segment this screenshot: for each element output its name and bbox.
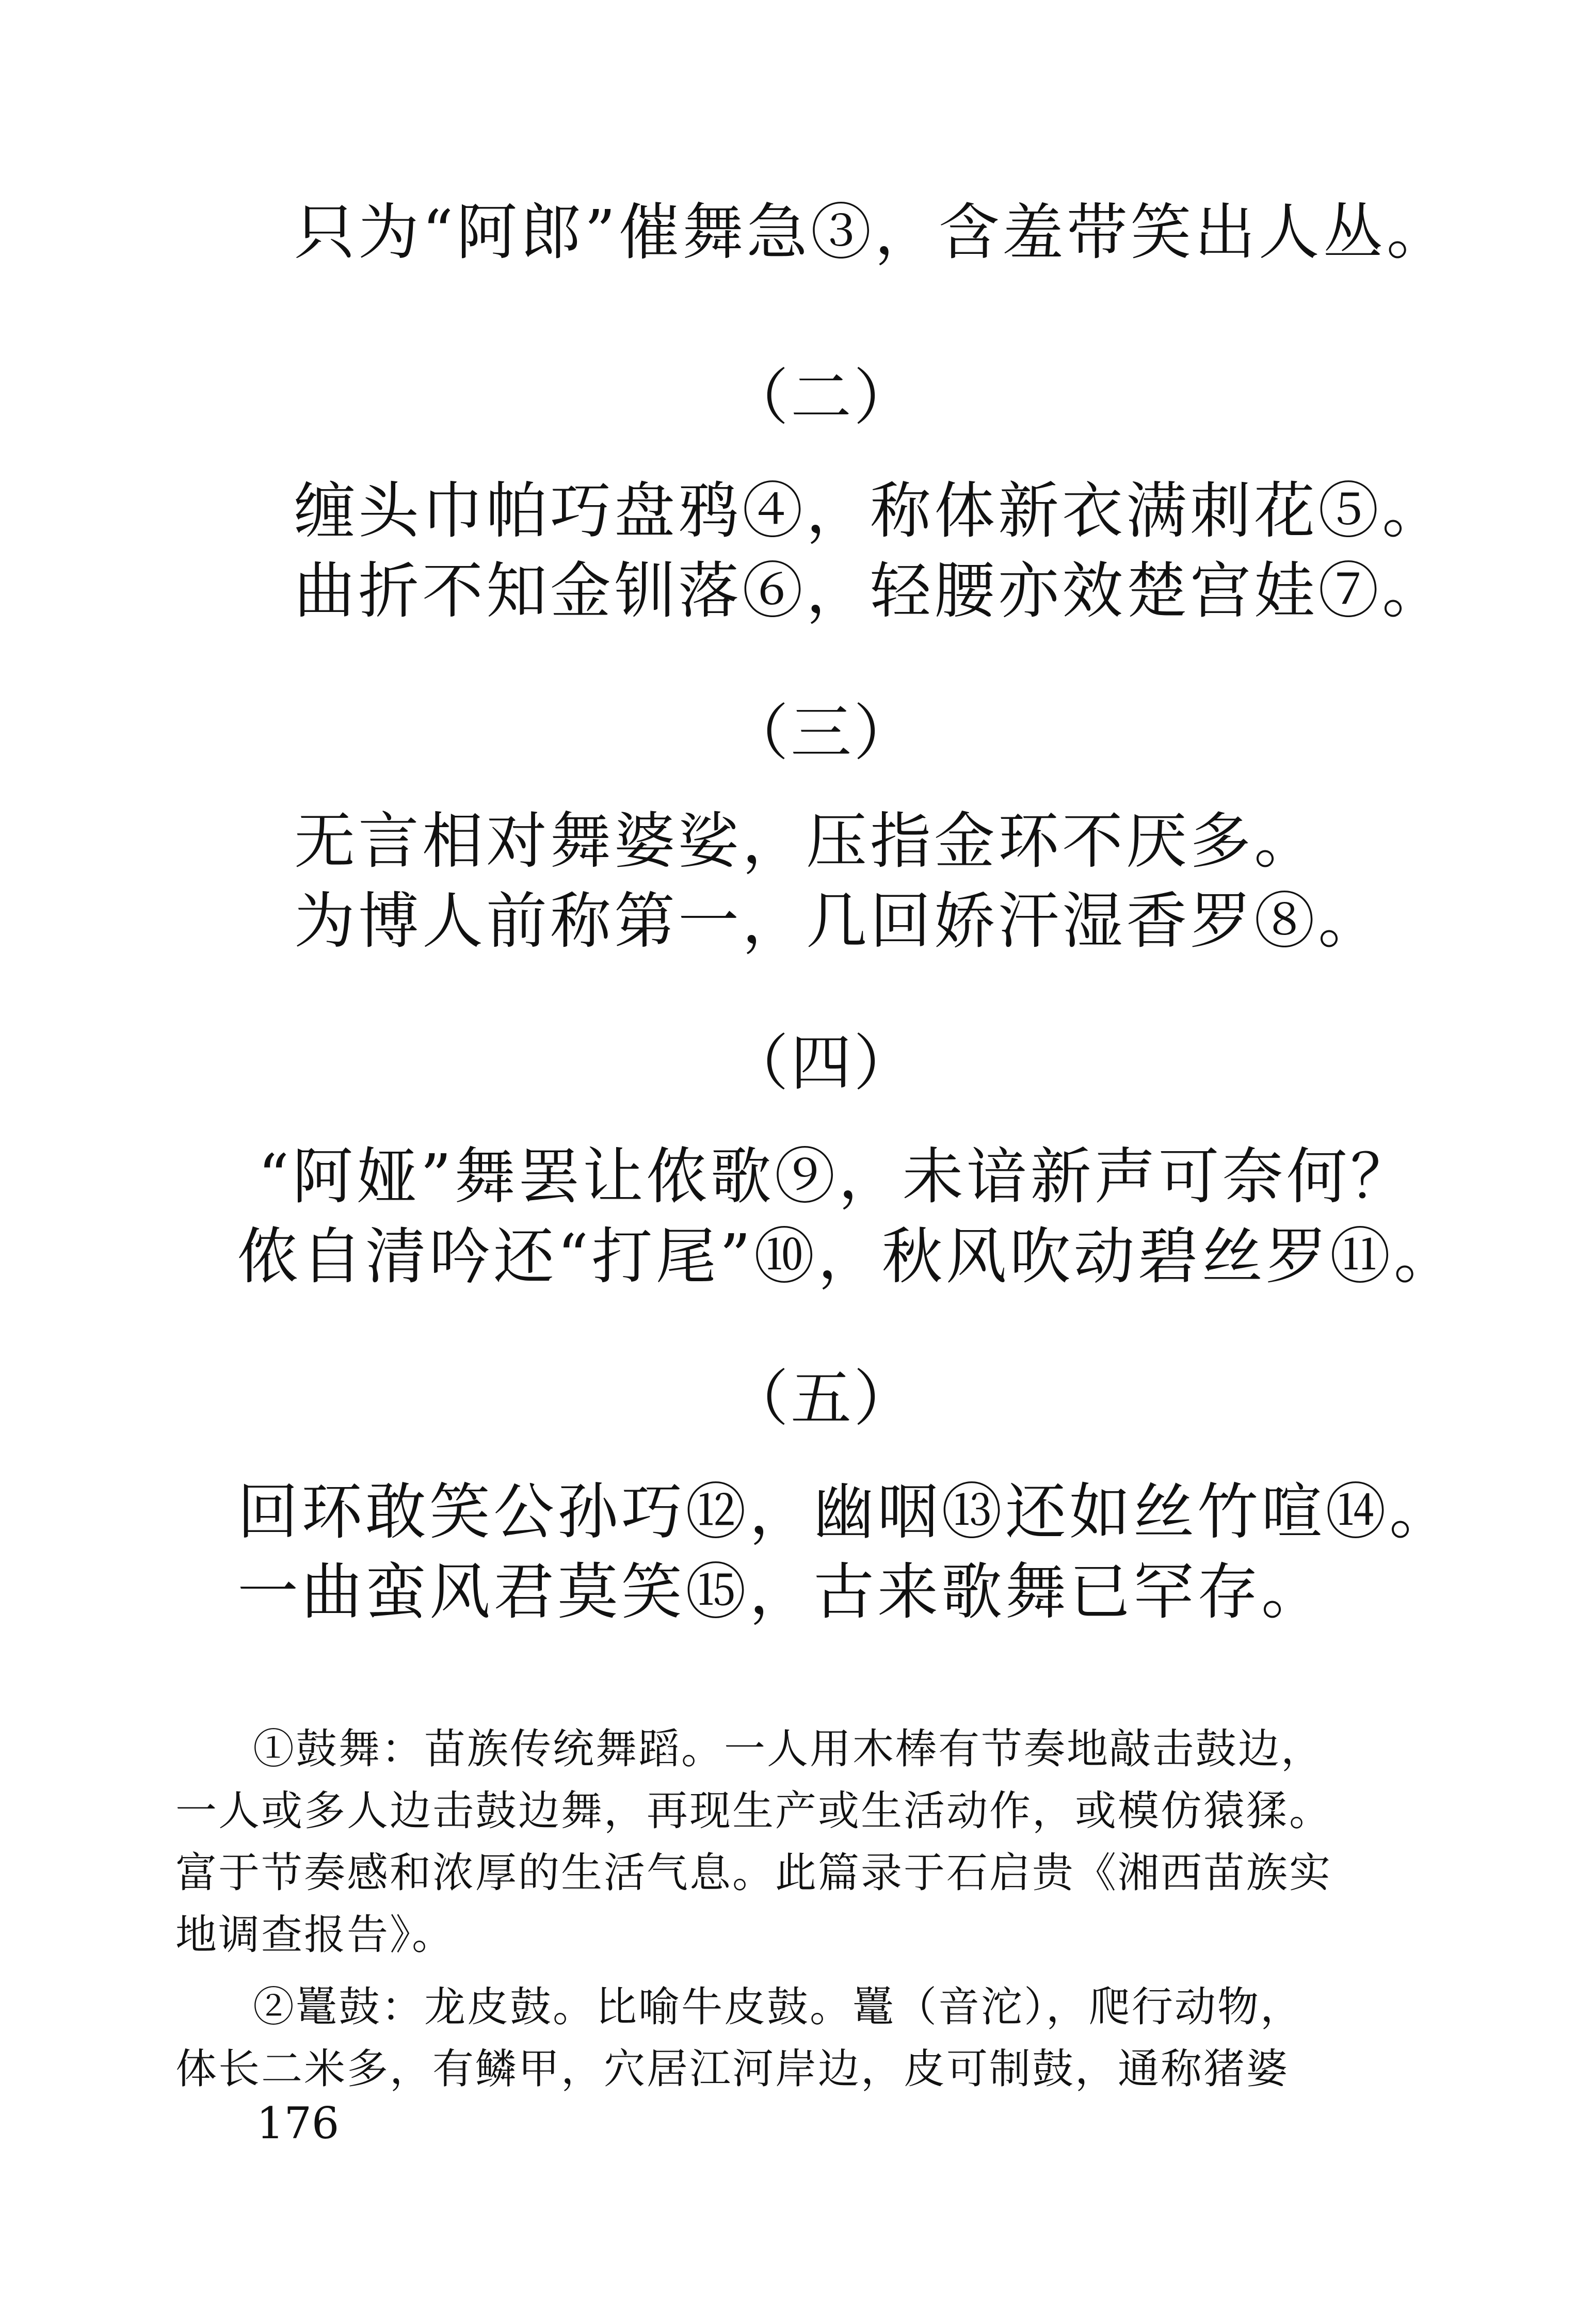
- footnote-line: 富于节奏感和浓厚的生活气息。此篇录于石启贵《湘西苗族实: [175, 1849, 1332, 1897]
- poem-line: 只为“阿郎”催舞急③，含羞带笑出人丛。: [294, 197, 1451, 268]
- poem-line: 无言相对舞婆娑，压指金环不厌多。: [294, 805, 1318, 877]
- stanza-heading: （五）: [728, 1363, 917, 1434]
- page-number: 176: [256, 2098, 340, 2149]
- footnote-line: 体长二米多，有鳞甲，穴居江河岸边，皮可制鼓，通称猪婆: [175, 2045, 1289, 2093]
- footnote-line: 一人或多人边击鼓边舞，再现生产或生活动作，或模仿猿猱。: [175, 1787, 1332, 1835]
- poem-line: 曲折不知金钏落⑥，轻腰亦效楚宫娃⑦。: [294, 555, 1446, 626]
- poem-line: 一曲蛮风君莫笑⑮，古来歌舞已罕存。: [237, 1556, 1326, 1627]
- poem-line: 侬自清吟还“打尾”⑩，秋风吹动碧丝罗⑪。: [237, 1221, 1458, 1292]
- poem-line: 为博人前称第一，几回娇汗湿香罗⑧。: [294, 885, 1382, 957]
- stanza-heading: （二）: [728, 362, 917, 433]
- footnote-line: ①鼓舞：苗族传统舞蹈。一人用木棒有节奏地敲击鼓边，: [253, 1725, 1324, 1773]
- poem-line: 回环敢笑公孙巧⑫，幽咽⑬还如丝竹喧⑭。: [237, 1476, 1454, 1547]
- stanza-heading: （三）: [728, 697, 917, 768]
- footnote-line: 地调查报告》。: [175, 1911, 455, 1959]
- poem-line: 缠头巾帕巧盘鸦④，称体新衣满刺花⑤。: [294, 475, 1446, 546]
- poem-line: “阿娅”舞罢让侬歌⑨，未谙新声可奈何？: [258, 1141, 1414, 1212]
- footnote-line: ②鼍鼓：龙皮鼓。比喻牛皮鼓。鼍（音沱），爬行动物，: [253, 1983, 1303, 2031]
- stanza-heading: （四）: [728, 1027, 917, 1099]
